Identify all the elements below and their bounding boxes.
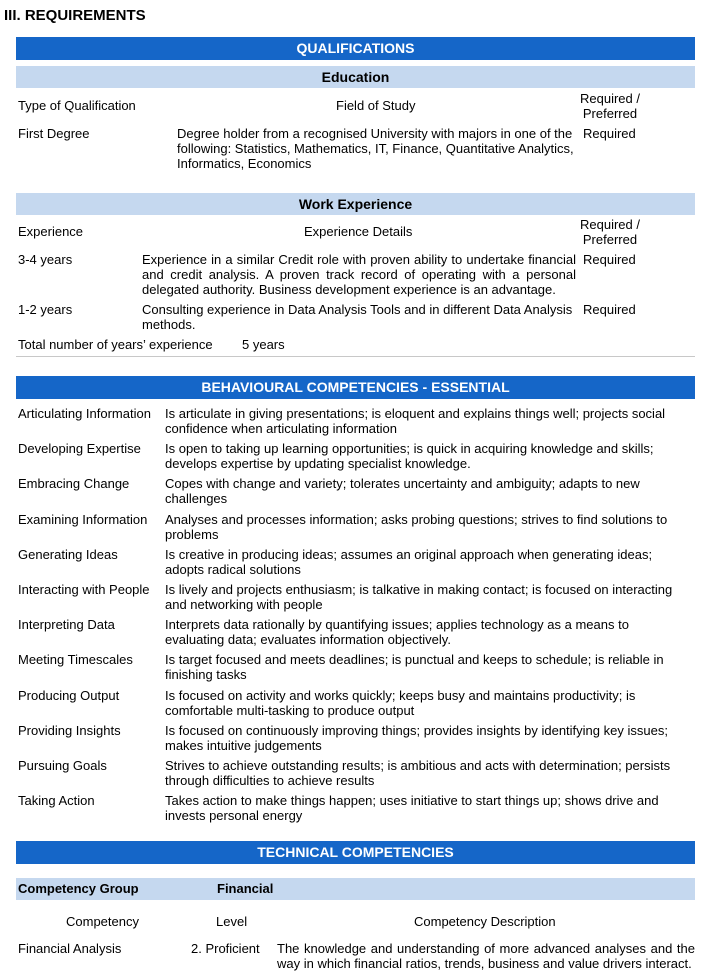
behavioural-item-description: Analyses and processes information; asks probing questions; strives to find solutions to problems (165, 512, 668, 542)
education-row-field: Degree holder from a recognised University with majors in one of the following: Statistics, Mathematics, IT, Finance, Quantitative Analytics, Informatics, Economics (177, 126, 574, 171)
behavioural-band: BEHAVIOURAL COMPETENCIES - ESSENTIAL (16, 376, 695, 399)
behavioural-item-name: Articulating Information (18, 406, 151, 421)
behavioural-item-description: Is focused on activity and works quickly; keeps busy and maintains productivity; is comfortable multi-tasking to produce output (165, 688, 636, 718)
qualifications-band: QUALIFICATIONS (16, 37, 695, 60)
work-header-required: Required / Preferred (580, 217, 640, 247)
behavioural-item-name: Providing Insights (18, 723, 121, 738)
total-experience-value: 5 years (242, 337, 285, 352)
work-row-1-experience: 3-4 years (18, 252, 73, 267)
behavioural-item-description: Is focused on continuously improving things; provides insights by identifying key issues; makes intuitive judgements (165, 723, 668, 753)
behavioural-item-description: Is open to taking up learning opportunities; is quick in acquiring knowledge and skills; develops expertise by updating specialist knowledge. (165, 441, 654, 471)
technical-row-level: 2. Proficient (191, 941, 260, 956)
behavioural-item-description: Strives to achieve outstanding results; is ambitious and acts with determination; persists through difficulties to achieve results (165, 758, 671, 788)
behavioural-item-name: Generating Ideas (18, 547, 118, 562)
behavioural-item-name: Meeting Timescales (18, 652, 133, 667)
work-row-2-details: Consulting experience in Data Analysis Tools and in different Data Analysis methods. (142, 302, 573, 332)
technical-header-level: Level (216, 914, 248, 929)
technical-header-competency: Competency (66, 914, 139, 929)
work-row-1-required: Required (583, 252, 636, 267)
technical-band: TECHNICAL COMPETENCIES (16, 841, 695, 864)
qualifications-bottom-rule (16, 356, 695, 357)
education-header-required: Required / Preferred (580, 91, 640, 121)
education-row-required: Required (583, 126, 636, 141)
behavioural-item-description: Is articulate in giving presentations; is eloquent and explains things well; projects social confidence when articulating information (165, 406, 666, 436)
work-header-experience: Experience (18, 224, 84, 239)
technical-header-description: Competency Description (414, 914, 556, 929)
work-row-2-experience: 1-2 years (18, 302, 73, 317)
behavioural-item-description: Is lively and projects enthusiasm; is talkative in making contact; is focused on interacting and networking with people (165, 582, 673, 612)
behavioural-item-description: Copes with change and variety; tolerates uncertainty and ambiguity; adapts to new challenges (165, 476, 640, 506)
page-title: III. REQUIREMENTS (4, 7, 146, 24)
technical-row-competency: Financial Analysis (18, 941, 122, 956)
education-header-field: Field of Study (336, 98, 416, 113)
behavioural-item-name: Interpreting Data (18, 617, 115, 632)
behavioural-item-name: Pursuing Goals (18, 758, 107, 773)
education-row-type: First Degree (18, 126, 90, 141)
competency-group-value: Financial (217, 881, 274, 896)
competency-group-label: Competency Group (18, 881, 139, 896)
work-header-details: Experience Details (304, 224, 413, 239)
work-row-1-details: Experience in a similar Credit role with proven ability to undertake financial and credit analysis. A proven track record of operating with a personal delegated authority. Business development experience is an advantage. (142, 252, 576, 297)
behavioural-item-name: Examining Information (18, 512, 148, 527)
education-heading: Education (16, 66, 695, 88)
behavioural-item-description: Interprets data rationally by quantifying issues; applies technology as a means to evaluating data; evaluates information objectively. (165, 617, 629, 647)
behavioural-item-name: Interacting with People (18, 582, 150, 597)
technical-row-description: The knowledge and understanding of more advanced analyses and the way in which financial ratios, trends, business and value drivers interact. (277, 941, 695, 971)
work-row-2-required: Required (583, 302, 636, 317)
behavioural-item-name: Taking Action (18, 793, 95, 808)
behavioural-item-name: Developing Expertise (18, 441, 141, 456)
behavioural-item-description: Takes action to make things happen; uses initiative to start things up; shows drive and invests personal energy (165, 793, 659, 823)
total-experience-label: Total number of years’ experience (18, 337, 213, 352)
behavioural-item-description: Is target focused and meets deadlines; is punctual and keeps to schedule; is reliable in finishing tasks (165, 652, 664, 682)
behavioural-item-name: Producing Output (18, 688, 120, 703)
education-header-type: Type of Qualification (18, 98, 136, 113)
behavioural-item-description: Is creative in producing ideas; assumes an original approach when generating ideas; adopts radical solutions (165, 547, 653, 577)
work-experience-heading: Work Experience (16, 193, 695, 215)
behavioural-item-name: Embracing Change (18, 476, 130, 491)
